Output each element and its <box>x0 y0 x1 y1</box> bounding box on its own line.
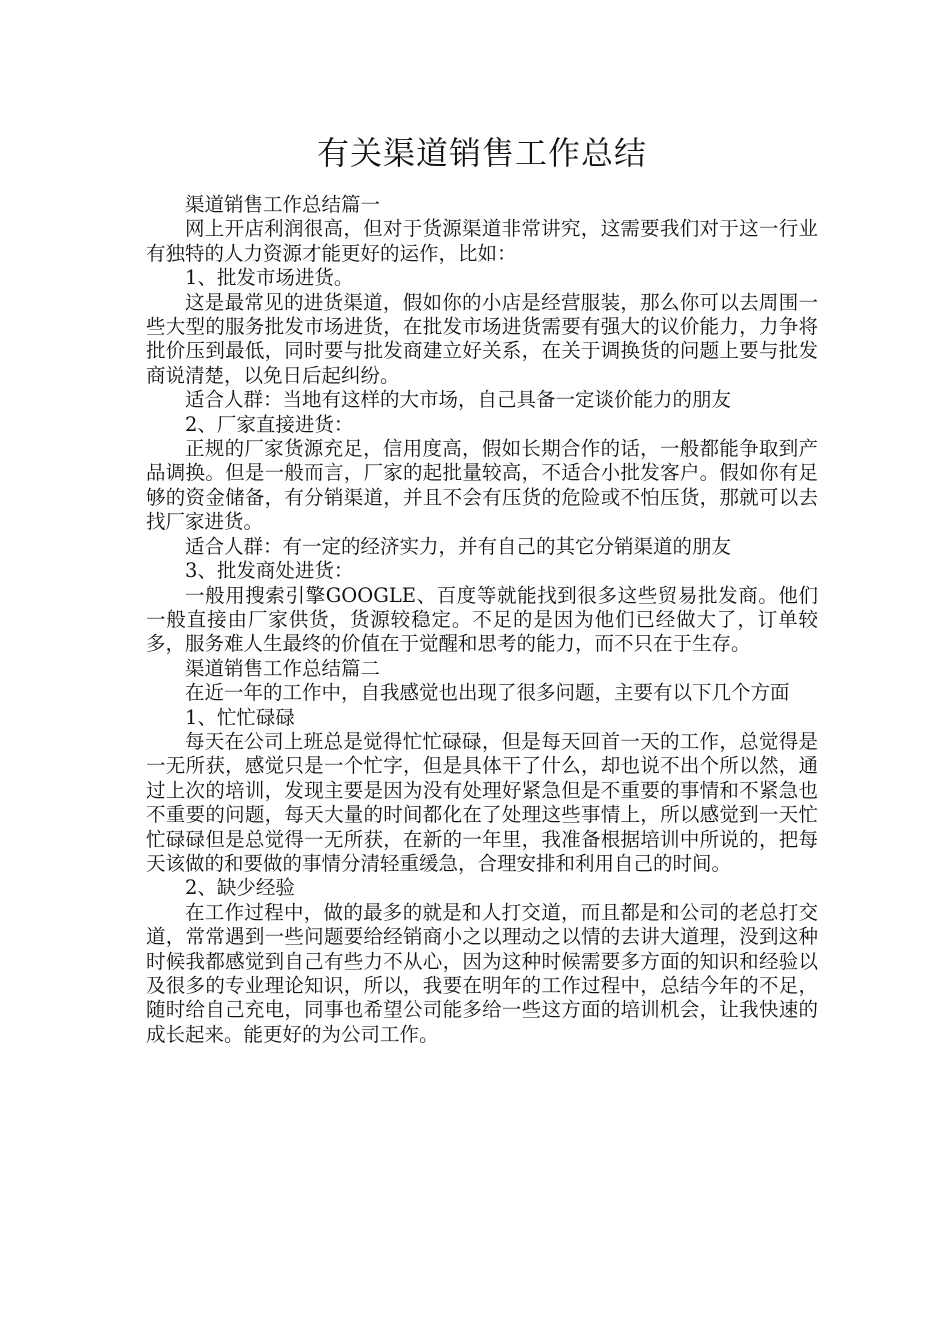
list-heading: 2、缺少经验 <box>185 876 295 900</box>
paragraph: 在工作过程中，做的最多的就是和人打交道，而且都是和公司的老总打交道，常常遇到一些问题要给经销商小之以理动之以情的去讲大道理，没到这种时候我都感觉到自己有些力不从心，因为这种时候需要多方面的知识和经验以及很多的专业理论知识，所以，我要在明年的工作过程中，总结今年的不足，随时给自己充电，同事也希望公司能多给一些这方面的培训机会，让我快速的成长起来。能更好的为公司工作。 <box>146 900 818 1046</box>
list-heading: 2、厂家直接进货： <box>185 412 354 436</box>
document-body <box>146 193 818 1047</box>
list-heading: 1、批发市场进货。 <box>185 266 354 290</box>
paragraph: 每天在公司上班总是觉得忙忙碌碌，但是每天回首一天的工作，总觉得是一无所获，感觉只是一个忙字，但是具体干了什么，却也说不出个所以然，通过上次的培训，发现主要是因为没有处理好紧急但是不重要的事情和不紧急也不重要的问题，每天大量的时间都化在了处理这些事情上，所以感觉到一天忙忙碌碌但是总觉得一无所获，在新的一年里，我准备根据培训中所说的，把每天该做的和要做的事情分清轻重缓急，合理安排和利用自己的时间。 <box>146 729 818 875</box>
document-page <box>146 0 818 1047</box>
section-heading-part-two: 渠道销售工作总结篇二 <box>185 656 381 680</box>
paragraph: 网上开店利润很高，但对于货源渠道非常讲究，这需要我们对于这一行业有独特的人力资源才能更好的运作，比如： <box>146 217 818 265</box>
paragraph: 这是最常见的进货渠道，假如你的小店是经营服装，那么你可以去周围一些大型的服务批发市场进货，在批发市场进货需要有强大的议价能力，力争将批价压到最低，同时要与批发商建立好关系，在关于调换货的问题上要与批发商说清楚，以免日后起纠纷。 <box>146 290 818 387</box>
list-heading: 3、批发商处进货： <box>185 559 354 583</box>
paragraph: 适合人群：有一定的经济实力，并有自己的其它分销渠道的朋友 <box>185 534 732 558</box>
paragraph: 一般用搜索引擎GOOGLE、百度等就能找到很多这些贸易批发商。他们一般直接由厂家供货，货源较稳定。不足的是因为他们已经做大了，订单较多，服务难人生最终的价值在于觉醒和思考的能力，而不只在于生存。 <box>146 583 818 656</box>
paragraph: 适合人群：当地有这样的大市场，自己具备一定谈价能力的朋友 <box>185 388 732 412</box>
paragraph: 正规的厂家货源充足，信用度高，假如长期合作的话，一般都能争取到产品调换。但是一般而言，厂家的起批量较高，不适合小批发客户。假如你有足够的资金储备，有分销渠道，并且不会有压货的危险或不怕压货，那就可以去找厂家进货。 <box>146 437 818 534</box>
section-heading-part-one: 渠道销售工作总结篇一 <box>185 193 381 216</box>
document-title: 有关渠道销售工作总结 <box>316 134 647 172</box>
list-heading: 1、忙忙碌碌 <box>185 705 295 729</box>
paragraph: 在近一年的工作中，自我感觉也出现了很多问题，主要有以下几个方面 <box>185 681 790 705</box>
